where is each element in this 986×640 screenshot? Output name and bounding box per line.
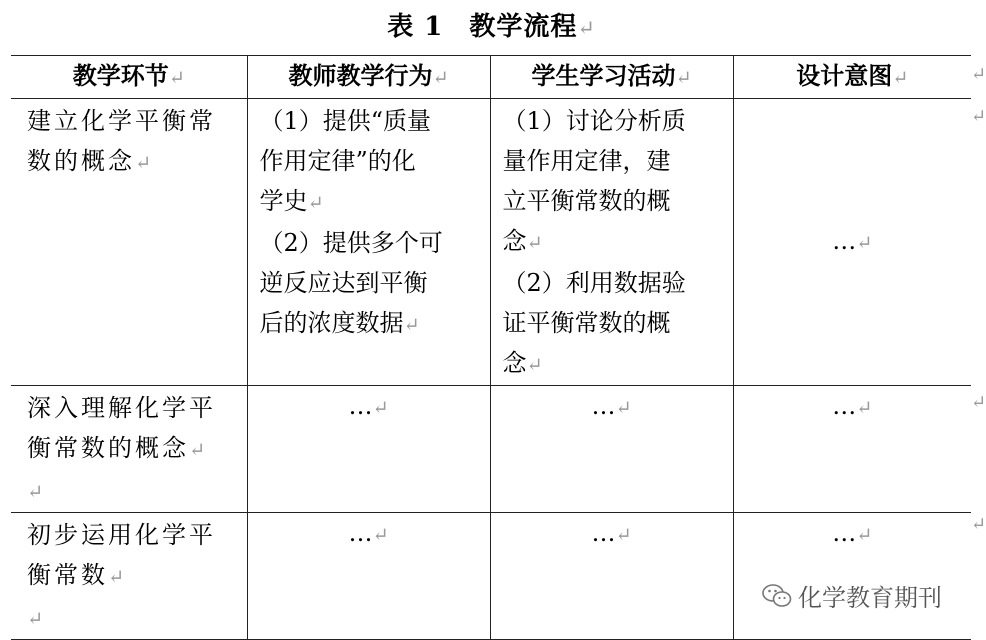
header-student: 学生学习活动↵ xyxy=(490,56,733,99)
teaching-flow-table xyxy=(11,55,971,640)
header-intent: 设计意图↵ xyxy=(733,56,971,99)
row-end-marker-icon: ↵ xyxy=(971,106,986,127)
intent-cell: …↵ xyxy=(733,99,971,386)
return-mark-icon: ↵ xyxy=(577,16,596,40)
watermark xyxy=(762,578,942,613)
row-end-marker-icon: ↵ xyxy=(971,64,986,85)
teacher-cell: …↵ xyxy=(247,386,490,513)
table-row xyxy=(11,513,971,640)
intent-cell: …↵ xyxy=(733,513,971,640)
caption-prefix: 表 1 xyxy=(387,12,444,42)
header-stage: 教学环节↵ xyxy=(11,56,247,99)
watermark-text: 化学教育期刊 xyxy=(798,584,942,612)
table-row xyxy=(11,386,971,513)
row-end-marker-icon: ↵ xyxy=(971,392,986,413)
stage-cell: 建立化学平衡常 数的概念↵ xyxy=(11,99,247,386)
table-row xyxy=(11,99,971,386)
intent-cell: …↵ xyxy=(733,386,971,513)
stage-cell: 初步运用化学平 衡常数↵ ↵ xyxy=(11,513,247,640)
student-cell: （1）讨论分析质 量作用定律，建 立平衡常数的概 念↵ （2）利用数据验 证平衡常数的概 念↵ xyxy=(490,99,733,386)
teacher-cell: …↵ xyxy=(247,513,490,640)
wechat-icon xyxy=(762,583,792,609)
header-row xyxy=(11,56,971,99)
student-cell: …↵ xyxy=(490,513,733,640)
row-end-marker-icon: ↵ xyxy=(971,514,986,535)
student-cell: …↵ xyxy=(490,386,733,513)
table-caption xyxy=(0,6,983,43)
header-teacher: 教师教学行为↵ xyxy=(247,56,490,99)
teacher-cell: （1）提供“质量 作用定律”的化 学史↵ （2）提供多个可 逆反应达到平衡 后的浓度数据↵ xyxy=(247,99,490,386)
stage-cell: 深入理解化学平 衡常数的概念↵ ↵ xyxy=(11,386,247,513)
caption-text: 教学流程 xyxy=(469,12,578,42)
